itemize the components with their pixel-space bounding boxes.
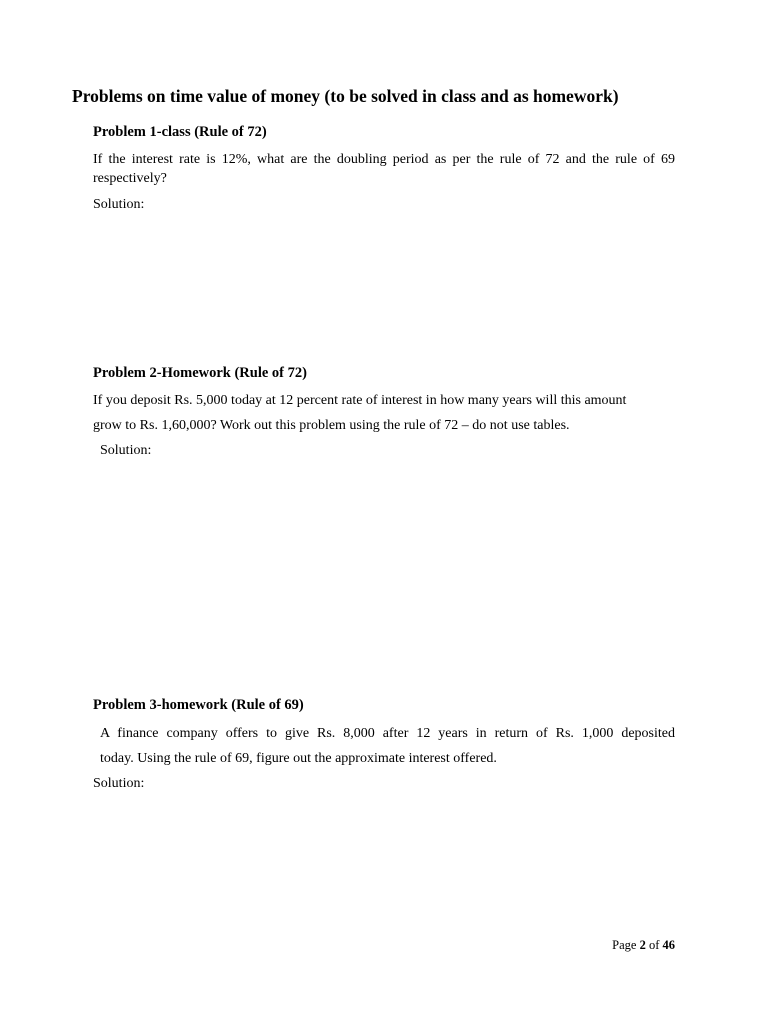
problem-1-text-line-1: If the interest rate is 12%, what are the doubling period as per the rule of 72 and the rule of 69: [93, 152, 675, 167]
footer-page-number: 2: [639, 938, 646, 952]
problem-2-heading: Problem 2-Homework (Rule of 72): [93, 365, 307, 381]
problem-3-heading: Problem 3-homework (Rule of 69): [93, 697, 304, 713]
problem-3-text-line-2: today. Using the rule of 69, figure out the approximate interest offered.: [100, 751, 497, 766]
footer-of-word: of: [648, 938, 660, 952]
problem-1-text-line-2: respectively?: [93, 171, 167, 186]
footer-page-word: Page: [612, 938, 637, 952]
problem-2-text-line-1: If you deposit Rs. 5,000 today at 12 percent rate of interest in how many years will this amount: [93, 393, 627, 408]
problem-3-solution-label: Solution:: [93, 776, 145, 791]
problem-2-solution-label: Solution:: [100, 443, 152, 458]
problem-1-heading: Problem 1-class (Rule of 72): [93, 124, 267, 140]
problem-1-solution-label: Solution:: [93, 197, 145, 212]
footer-total-pages: 46: [662, 938, 675, 952]
page-title: Problems on time value of money (to be solved in class and as homework): [72, 86, 619, 106]
problem-2-text-line-2: grow to Rs. 1,60,000? Work out this problem using the rule of 72 – do not use tables.: [93, 418, 570, 433]
page-footer: [612, 938, 675, 953]
problem-3-text-line-1: A finance company offers to give Rs. 8,000 after 12 years in return of Rs. 1,000 deposited: [100, 726, 675, 741]
